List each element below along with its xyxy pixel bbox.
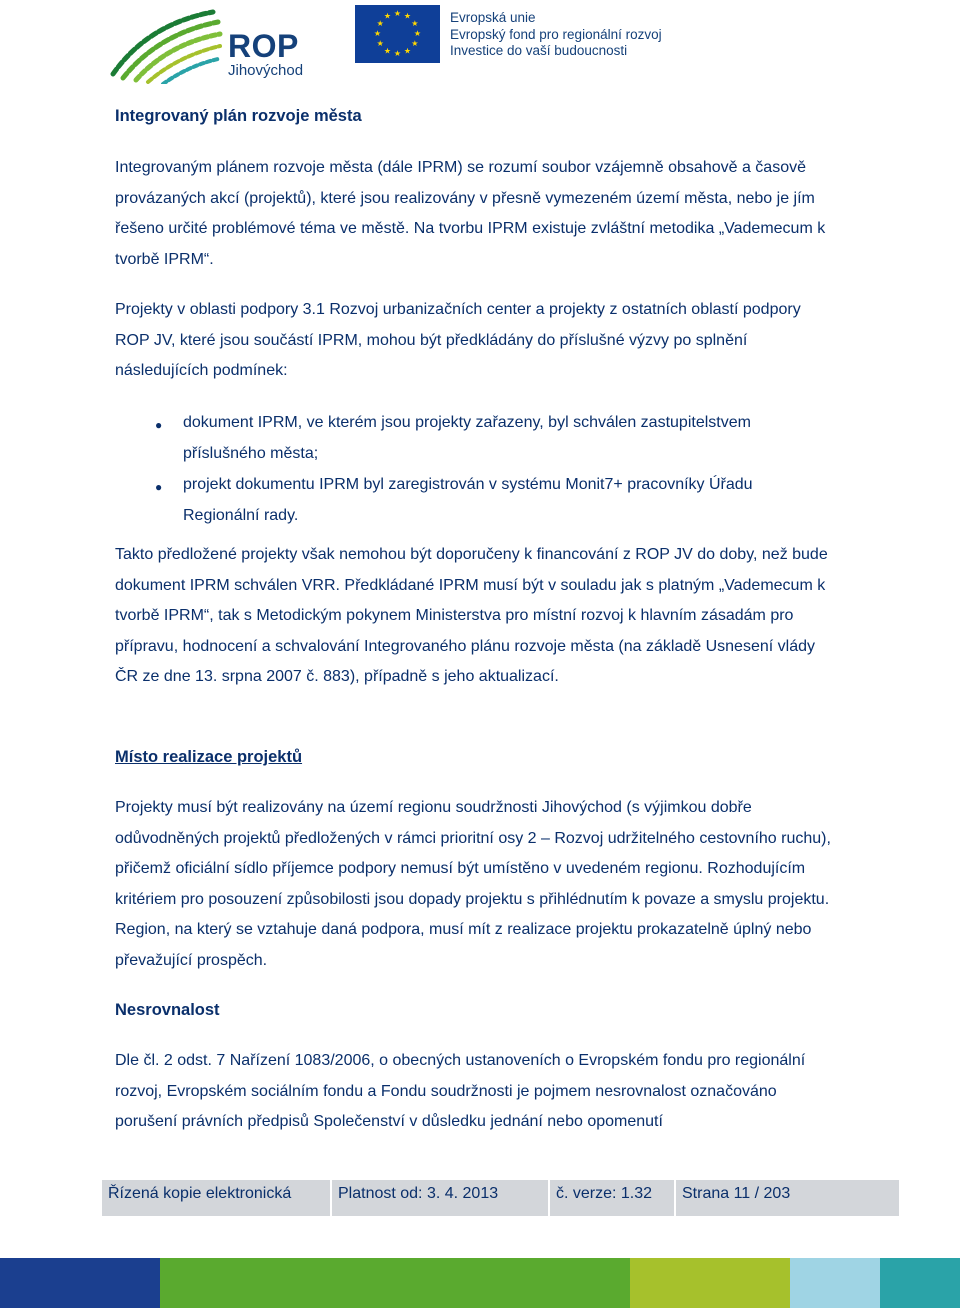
color-band-blue (0, 1258, 160, 1308)
svg-text:★: ★ (413, 29, 422, 38)
eu-text-block (450, 10, 662, 60)
color-band-teal (880, 1258, 960, 1308)
footer-validity: Platnost od: 3. 4. 2013 (332, 1180, 550, 1216)
color-band-green (160, 1258, 630, 1308)
paragraph: Integrovaným plánem rozvoje města (dále IPRM) se rozumí soubor vzájemně obsahově a časově provázaných akcí (projektů), které jsou realizovány v přesně vymezeném území města, nebo je jím řešeno určité problémové téma ve městě. Na tvorbu IPRM existuje zvláštní metodika „Vademecum k tvorbě IPRM“. (115, 159, 826, 268)
section-title-nesrovnalost: Nesrovnalost (115, 1001, 220, 1019)
svg-text:★: ★ (411, 39, 419, 48)
svg-text:★: ★ (403, 46, 412, 56)
paragraph: Projekty musí být realizovány na území regionu soudržnosti Jihovýchod (s výjimkou dobře odůvodněných projektů předložených v rámci prioritní osy 2 – Rozvoj udržitelného cestovního ruchu), přičemž oficiální sídlo příjemce podpory nemusí být umístěno v uvedeném regionu. Rozhodujícím kritériem pro posouzení způsobilosti jsou dopady projektu s přihlédnutím k povaze a smyslu projektu. Region, na který se vztahuje daná podpora, musí mít z realizace projektu prokazatelně úplný nebo převažující prospěch. (115, 799, 831, 969)
section-title-misto: Místo realizace projektů (115, 748, 303, 766)
color-band-lightblue (790, 1258, 880, 1308)
section-title-iprm: Integrovaný plán rozvoje města (115, 107, 362, 125)
rop-logo-title: ROP (228, 28, 299, 64)
eu-line: Evropská unie (450, 10, 536, 25)
footer-version: č. verze: 1.32 (550, 1180, 676, 1216)
svg-text:★: ★ (411, 19, 419, 28)
list-item: dokument IPRM, ve kterém jsou projekty zařazeny, byl schválen zastupitelstvem příslušného města; (183, 414, 751, 462)
eu-flag-icon (355, 5, 440, 63)
svg-text:★: ★ (376, 39, 384, 48)
footer-copy: Řízená kopie elektronická (102, 1180, 332, 1216)
svg-text:★: ★ (393, 9, 402, 18)
eu-line: Evropský fond pro regionální rozvoj (450, 26, 662, 42)
svg-text:★: ★ (393, 49, 402, 58)
color-band-yellowgreen (630, 1258, 790, 1308)
page-footer (102, 1180, 899, 1216)
rop-logo-subtitle: Jihovýchod (228, 62, 304, 79)
svg-text:★: ★ (383, 11, 392, 21)
svg-text:★: ★ (403, 11, 412, 21)
eu-line: Investice do vaší budoucnosti (450, 43, 628, 58)
paragraph: Takto předložené projekty však nemohou být doporučeny k financování z ROP JV do doby, než bude dokument IPRM schválen VRR. Předkládané IPRM musí být v souladu jak s platným „Vademecum k tvorbě IPRM“, tak s Metodickým pokynem Ministerstva pro místní rozvoj k hlavním zásadám pro přípravu, hodnocení a schvalování Integrovaného plánu rozvoje města (na základě Usnesení vlády ČR ze dne 13. srpna 2007 č. 883), případně s jeho aktualizací. (115, 546, 828, 685)
list-item: projekt dokumentu IPRM byl zaregistrován v systému Monit7+ pracovníky Úřadu Regionální rady. (183, 476, 753, 524)
svg-text:★: ★ (376, 19, 384, 28)
paragraph: Projekty v oblasti podpory 3.1 Rozvoj urbanizačních center a projekty z ostatních oblastí podpory ROP JV, které jsou součástí IPRM, mohou být předkládány do příslušné výzvy po splnění následujících podmínek: (115, 301, 801, 379)
svg-text:★: ★ (373, 29, 382, 38)
footer-page-number: Strana 11 / 203 (676, 1180, 899, 1216)
bullet-icon: ● (155, 418, 163, 432)
svg-text:★: ★ (383, 46, 392, 56)
bullet-icon: ● (155, 480, 163, 494)
paragraph: Dle čl. 2 odst. 7 Nařízení 1083/2006, o obecných ustanoveních o Evropském fondu pro regionální rozvoj, Evropském sociálním fondu a Fondu soudržnosti je pojmem nesrovnalost označováno porušení právních předpisů Společenství v důsledku jednání nebo opomenutí (115, 1052, 806, 1130)
